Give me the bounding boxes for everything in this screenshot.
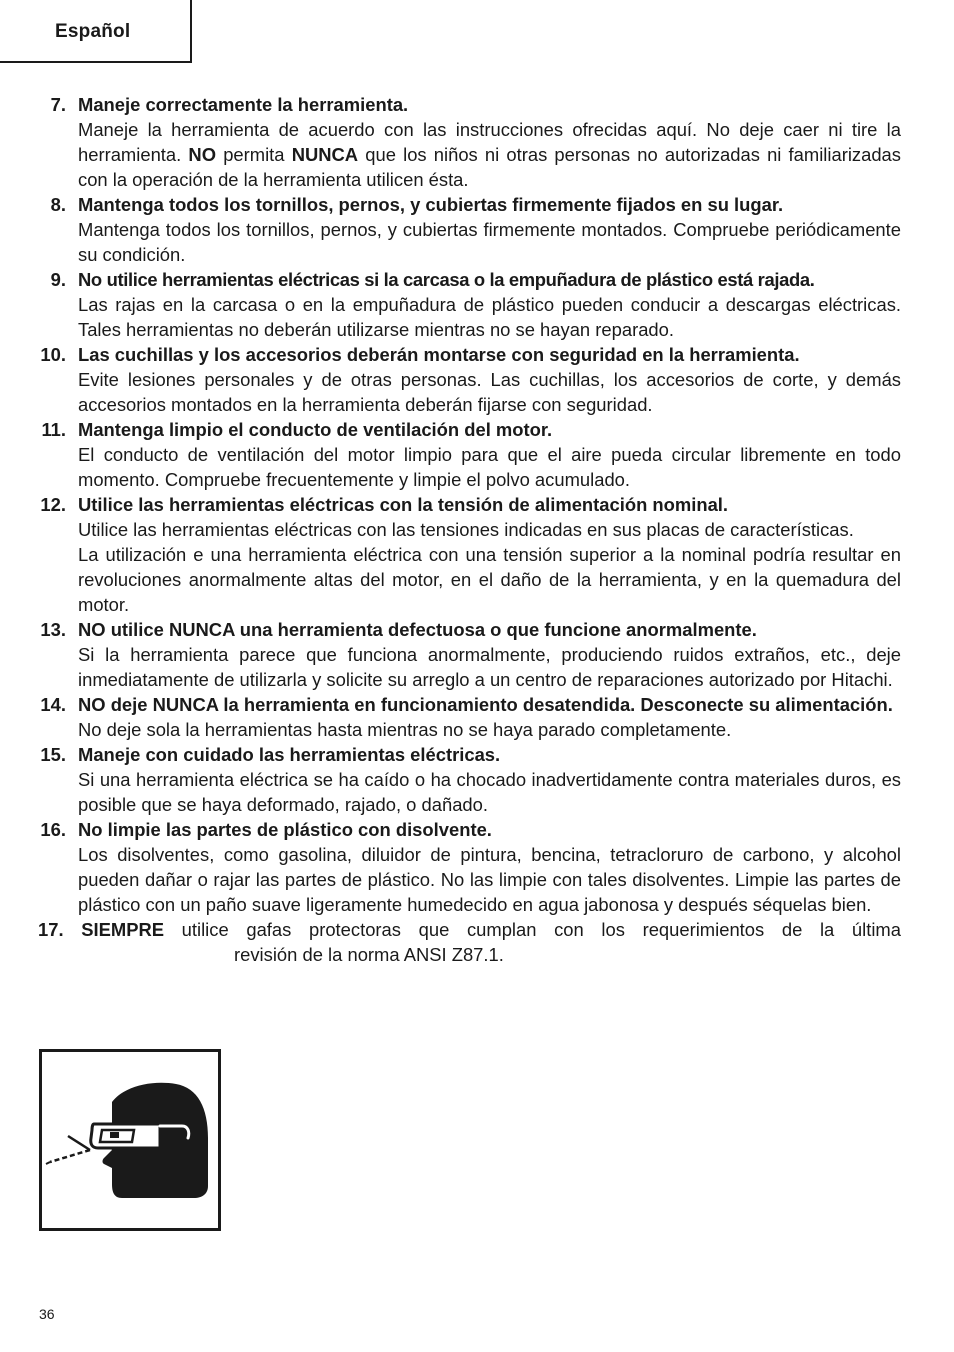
item-number: 17. [38, 919, 64, 940]
item-text: Los disolventes, como gasolina, diluidor de pintura, bencina, tetracloruro de carbono, y alcohol pueden dañar o rajar las partes de plástico. No las limpie con tales disolventes. Limpie las partes de plástico con un paño suave ligeramente humedecido en agua jabonosa y después séquelas bien. [78, 844, 901, 915]
item-title: Maneje correctamente la herramienta. [78, 94, 409, 115]
item-text: No deje sola la herramientas hasta mientras no se haya parado completamente. [78, 719, 732, 740]
list-item [38, 267, 901, 342]
item-number: 8. [50, 194, 66, 215]
list-item [38, 742, 901, 817]
item-number: 7. [50, 94, 66, 115]
item-emphasis: NUNCA [291, 144, 359, 165]
item-title: Utilice las herramientas eléctricas con la tensión de alimentación nominal. [78, 494, 729, 515]
list-item [38, 192, 901, 267]
list-item [38, 342, 901, 417]
item-title: Mantenga limpio el conducto de ventilación del motor. [78, 419, 553, 440]
item-text: El conducto de ventilación del motor limpio para que el aire pueda circular libremente en todo momento. Compruebe frecuentemente y limpie el polvo acumulado. [78, 444, 901, 490]
list-item [38, 817, 901, 917]
item-number: 16. [40, 819, 66, 840]
item-number: 13. [40, 619, 66, 640]
list-item-17 [38, 917, 901, 967]
item-title: NO utilice NUNCA una herramienta defectuosa o que funcione anormalmente. [78, 619, 757, 640]
item-text: Evite lesiones personales y de otras personas. Las cuchillas, los accesorios de corte, y demás accesorios montados en la herramienta deberán fijarse con seguridad. [78, 369, 901, 415]
item-text-part: permita [223, 144, 285, 165]
item-text: Las rajas en la carcasa o en la empuñadura de plástico pueden conducir a descargas eléctricas. Tales herramientas no deberán utilizarse mientras no se hayan reparado. [78, 294, 901, 340]
safety-glasses-icon [42, 1052, 218, 1228]
safety-instructions [38, 92, 901, 967]
item-number: 15. [40, 744, 66, 765]
language-tab [0, 0, 192, 63]
item-text-part: Maneje la herramienta de acuerdo con las instrucciones ofrecidas aquí. No deje caer ni tire la herramienta. [78, 119, 901, 165]
item-number: 14. [40, 694, 66, 715]
item-number: 10. [40, 344, 66, 365]
list-item [38, 492, 901, 617]
safety-glasses-pictogram [39, 1049, 221, 1231]
item-text: La utilización e una herramienta eléctrica con una tensión superior a la nominal podría resultar en revoluciones anormalmente altas del motor, en el daño de la herramienta, y en la quemadura del motor. [78, 544, 901, 615]
item-title: Las cuchillas y los accesorios deberán montarse con seguridad en la herramienta. [78, 344, 800, 365]
list-item [38, 617, 901, 692]
item-text: Si la herramienta parece que funciona anormalmente, produciendo ruidos extraños, etc., deje inmediatamente de utilizarla y solicite su arreglo a un centro de reparaciones autorizado por Hitachi. [78, 644, 901, 690]
item-title: Mantenga todos los tornillos, pernos, y cubiertas firmemente fijados en su lugar. [78, 194, 784, 215]
item-number: 11. [41, 419, 66, 440]
item-text [78, 117, 901, 192]
item-title: No utilice herramientas eléctricas si la carcasa o la empuñadura de plástico está rajada. [78, 269, 815, 290]
item-text: Mantenga todos los tornillos, pernos, y cubiertas firmemente montados. Compruebe periódicamente su condición. [78, 219, 901, 265]
item-emphasis: NO [188, 144, 217, 165]
item-number: 9. [50, 269, 66, 290]
item-number: 12. [40, 494, 66, 515]
item-title: NO deje NUNCA la herramienta en funcionamiento desatendida. Desconecte su alimentación. [78, 694, 893, 715]
item-text-part: utilice gafas protectoras que cumplan con los requerimientos de la última [181, 919, 901, 940]
list-item [38, 417, 901, 492]
item-emphasis: SIEMPRE [81, 919, 165, 940]
item17-line2: revisión de la norma ANSI Z87.1. [234, 944, 504, 965]
page-number: 36 [39, 1306, 55, 1322]
language-label: Español [55, 21, 131, 42]
item17-line1 [38, 917, 901, 942]
list-item [38, 692, 901, 742]
item-text: Si una herramienta eléctrica se ha caído o ha chocado inadvertidamente contra materiales duros, es posible que se haya deformado, rajado, o dañado. [78, 769, 901, 815]
list-item [38, 92, 901, 192]
item-title: No limpie las partes de plástico con disolvente. [78, 819, 492, 840]
item-text: Utilice las herramientas eléctricas con las tensiones indicadas en sus placas de características. [78, 519, 854, 540]
item-text-part: que los niños ni otras personas no autorizadas ni familiarizadas con la operación de la herramienta utilicen ésta. [78, 144, 901, 190]
item-title: Maneje con cuidado las herramientas eléctricas. [78, 744, 501, 765]
